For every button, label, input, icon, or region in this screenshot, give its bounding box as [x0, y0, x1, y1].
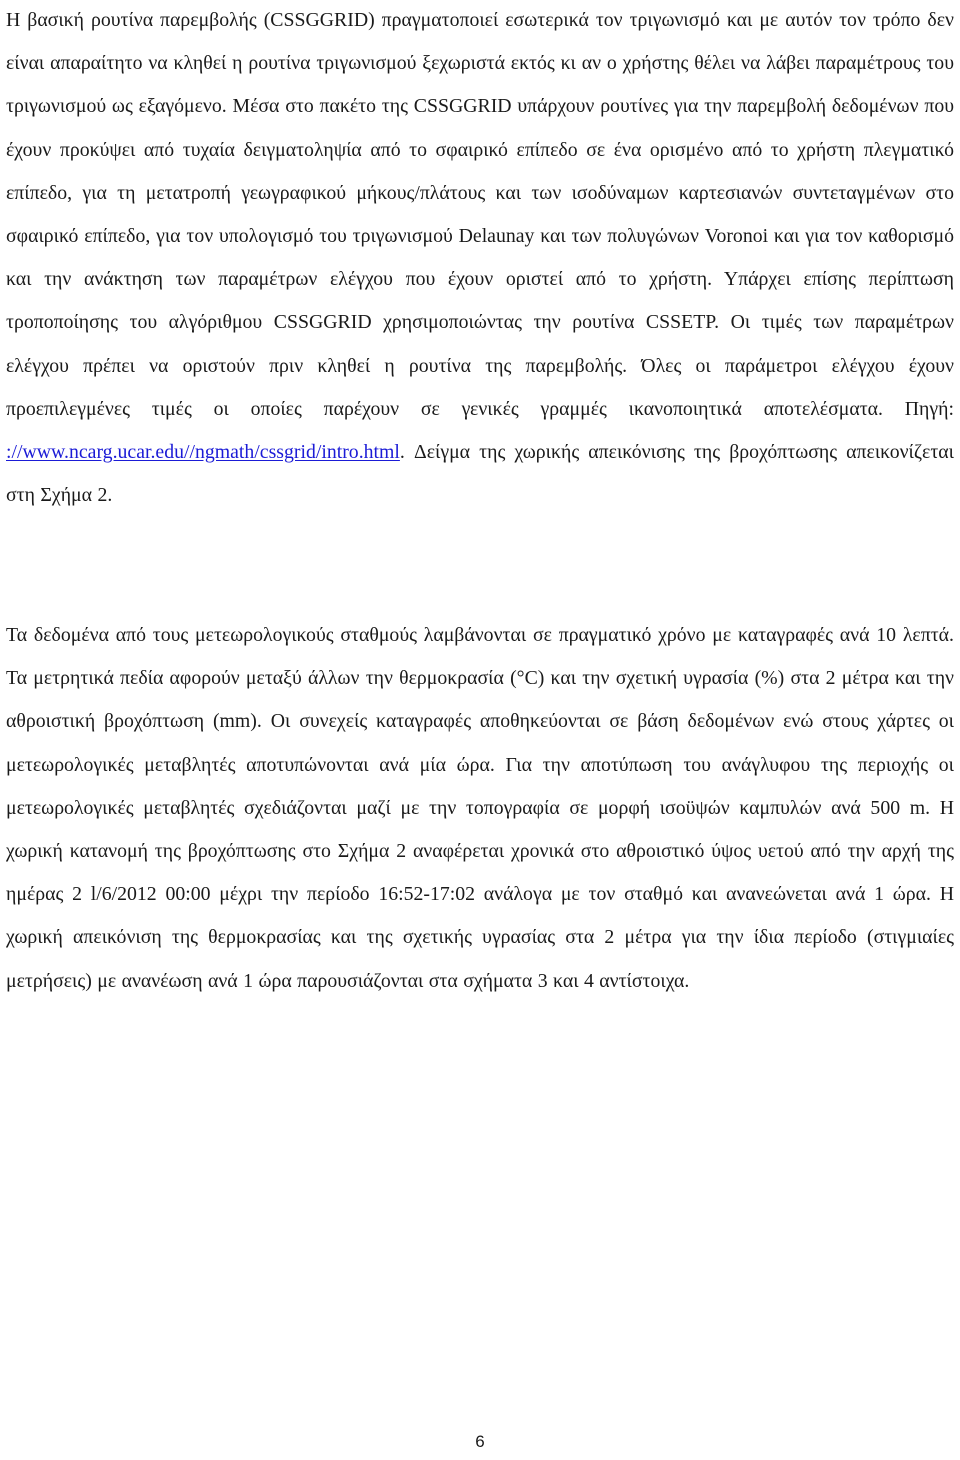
paragraph-weather-stations: Τα δεδομένα από τους μετεωρολογικούς σταθμούς λαμβάνονται σε πραγματικό χρόνο με καταγραφές ανά 10 λεπτά. Τα μετρητικά πεδία αφορούν μεταξύ άλλων την θερμοκρασία (°C) και την σχετική υγρασία (%) στα 2 μέτρα και την αθροιστική βροχόπτωση (mm). Οι συνεχείς καταγραφές αποθηκεύονται σε βάση δεδομένων ενώ στους χάρτες οι μετεωρολογικές μεταβλητές αποτυπώνονται ανά μία ώρα. Για την αποτύπωση του ανάγλυφου της περιοχής οι μετεωρολογικές μεταβλητές σχεδιάζονται μαζί με την τοπογραφία σε μορφή ισοϋψών καμπυλών ανά 500 m. Η χωρική κατανομή της βροχόπτωσης στο Σχήμα 2 αναφέρεται χρονικά στο αθροιστικό ύψος υετού από την αρχή της ημέρας 2 l/6/2012 00:00 μέχρι την περίοδο 16:52-17:02 ανάλογα με τον σταθμό και ανανεώνεται ανά 1 ώρα. Η χωρική απεικόνιση της θερμοκρασίας και της σχετικής υγρασίας στα 2 μέτρα για την ίδια περίοδο (στιγμιαίες μετρήσεις) με ανανέωση ανά 1 ώρα παρουσιάζονται στα σχήματα 3 και 4 αντίστοιχα.	[6, 624, 954, 992]
paragraph-1-text-end: . Δείγμα της χωρικής απεικόνισης της βροχόπτωσης απεικονίζεται στη Σχήμα 2.	[6, 441, 954, 507]
paragraph-1-text: Η βασική ρουτίνα παρεμβολής (CSSGGRID) πραγματοποιεί εσωτερικά τον τριγωνισμό και με αυτόν τον τρόπο δεν είναι απαραίτητο να κληθεί η ρουτίνα τριγωνισμού ξεχωριστά εκτός κι αν ο χρήστης θέλει να λάβει παραμέτρους του τριγωνισμού ως εξαγόμενο. Μέσα στο πακέτο της CSSGGRID υπάρχουν ρουτίνες για την παρεμβολή δεδομένων που έχουν προκύψει από τυχαία δειγματοληψία από το σφαιρικό επίπεδο σε ένα ορισμένο από το χρήστη πλεγματικό επίπεδο, για τη μετατροπή γεωγραφικού μήκους/πλάτους και των ισοδύναμων καρτεσιανών συντεταγμένων στο σφαιρικό επίπεδο, για τον υπολογισμό του τριγωνισμού Delaunay και των πολυγώνων Voronoi και για τον καθορισμό και την ανάκτηση των παραμέτρων ελέγχου που έχουν οριστεί από το χρήστη. Υπάρχει επίσης περίπτωση τροποποίησης του αλγόριθμου CSSGGRID χρησιμοποιώντας την ρουτίνα CSSETP. Οι τιμές των παραμέτρων ελέγχου πρέπει να οριστούν πριν κληθεί η ρουτίνα της παρεμβολής. Όλες οι παράμετροι ελέγχου έχουν προεπιλεγμένες τιμές οι οποίες παρέχουν σε γενικές γραμμές ικανοποιητικά αποτελέσματα. Πηγή:	[6, 9, 954, 420]
page-number: 6	[475, 1432, 485, 1451]
paragraph-cssgrid-description	[6, 0, 954, 517]
source-link[interactable]: ://www.ncarg.ucar.edu//ngmath/cssgrid/intro.html	[6, 441, 400, 464]
